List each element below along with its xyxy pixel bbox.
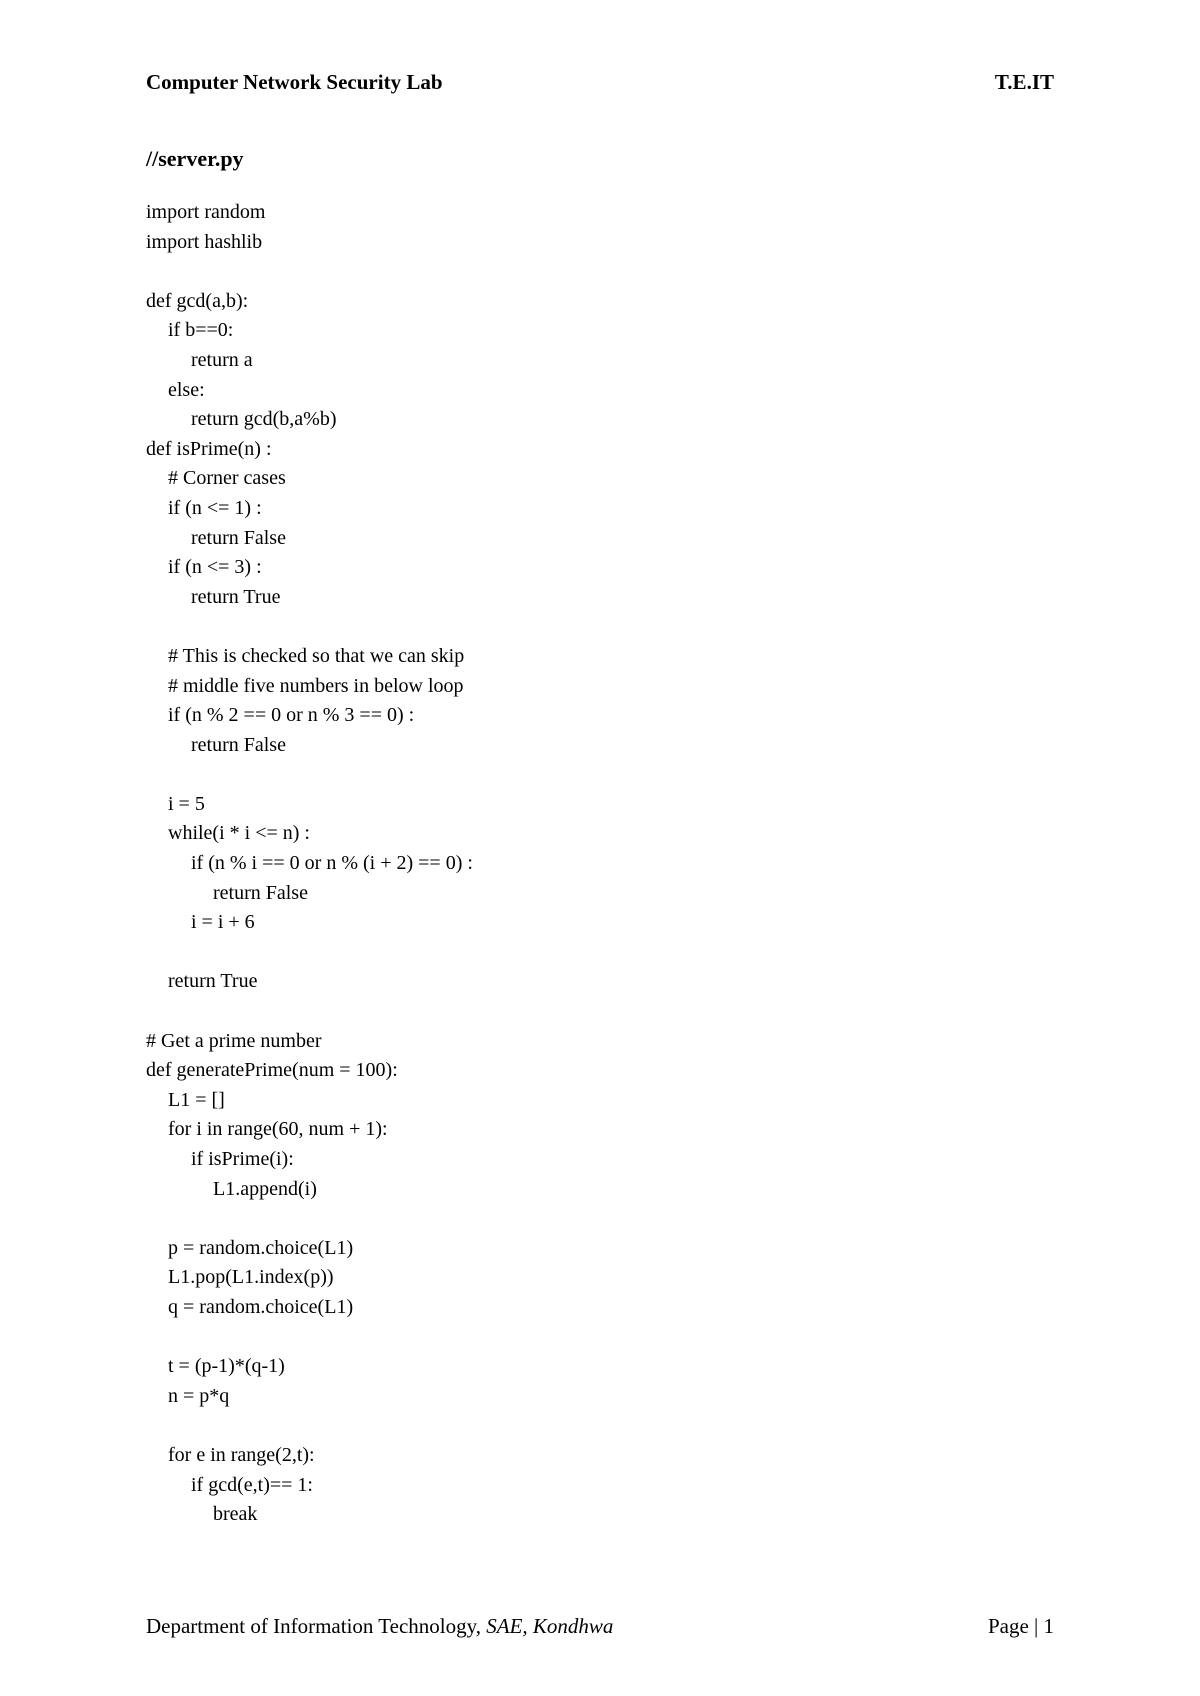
code-line: # middle five numbers in below loop xyxy=(168,674,464,697)
code-line xyxy=(146,938,473,968)
code-line xyxy=(146,612,473,642)
code-line: if isPrime(i): xyxy=(191,1148,294,1170)
code-line xyxy=(146,997,473,1027)
footer-department-text: Department of Information Technology, xyxy=(146,1614,487,1638)
code-line xyxy=(146,1411,473,1441)
code-line: while(i * i <= n) : xyxy=(168,822,310,845)
code-line: import hashlib xyxy=(146,230,263,253)
code-line: q = random.choice(L1) xyxy=(168,1295,354,1318)
code-line: return True xyxy=(191,585,281,608)
code-line: i = i + 6 xyxy=(191,911,255,934)
code-line: return True xyxy=(168,970,258,993)
code-line: import random xyxy=(146,201,266,223)
code-line: def isPrime(n) : xyxy=(146,437,272,460)
code-line: return a xyxy=(191,348,253,371)
code-line: if b==0: xyxy=(168,319,234,342)
code-line: # Corner cases xyxy=(168,467,286,490)
header-class-label: T.E.IT xyxy=(994,70,1054,94)
file-title: //server.py xyxy=(146,146,244,171)
code-line: for e in range(2,t): xyxy=(168,1443,315,1466)
code-line xyxy=(146,760,473,790)
code-line xyxy=(146,1323,473,1353)
code-line: L1 = [] xyxy=(168,1088,225,1111)
code-line: return gcd(b,a%b) xyxy=(191,408,337,431)
code-line: L1.pop(L1.index(p)) xyxy=(168,1266,334,1289)
code-line: for i in range(60, num + 1): xyxy=(168,1118,388,1141)
footer-page-number: Page | 1 xyxy=(987,1614,1054,1638)
code-line: if (n <= 3) : xyxy=(168,556,262,579)
code-line: t = (p-1)*(q-1) xyxy=(168,1355,285,1378)
code-line: if (n <= 1) : xyxy=(168,496,262,519)
header-course-title: Computer Network Security Lab xyxy=(146,70,443,94)
code-line: return False xyxy=(213,881,308,904)
code-line: return False xyxy=(191,526,286,549)
code-line: # Get a prime number xyxy=(146,1029,322,1052)
footer-institute: SAE, Kondhwa xyxy=(486,1614,614,1638)
code-line: i = 5 xyxy=(168,792,205,815)
code-line: def generatePrime(num = 100): xyxy=(146,1059,398,1082)
code-line: if gcd(e,t)== 1: xyxy=(191,1473,313,1496)
code-line: break xyxy=(213,1503,258,1526)
code-line: # This is checked so that we can skip xyxy=(168,644,465,667)
code-line: p = random.choice(L1) xyxy=(168,1236,354,1259)
code-line xyxy=(146,257,473,287)
code-line: if (n % 2 == 0 or n % 3 == 0) : xyxy=(168,704,415,727)
code-line: else: xyxy=(168,378,205,401)
code-line: L1.append(i) xyxy=(213,1177,317,1200)
footer-department xyxy=(146,1614,613,1639)
code-block xyxy=(146,198,473,1530)
code-line: if (n % i == 0 or n % (i + 2) == 0) : xyxy=(191,852,473,875)
code-line xyxy=(146,1204,473,1234)
code-line: return False xyxy=(191,733,286,756)
code-line: n = p*q xyxy=(168,1384,230,1407)
code-line: def gcd(a,b): xyxy=(146,289,249,312)
